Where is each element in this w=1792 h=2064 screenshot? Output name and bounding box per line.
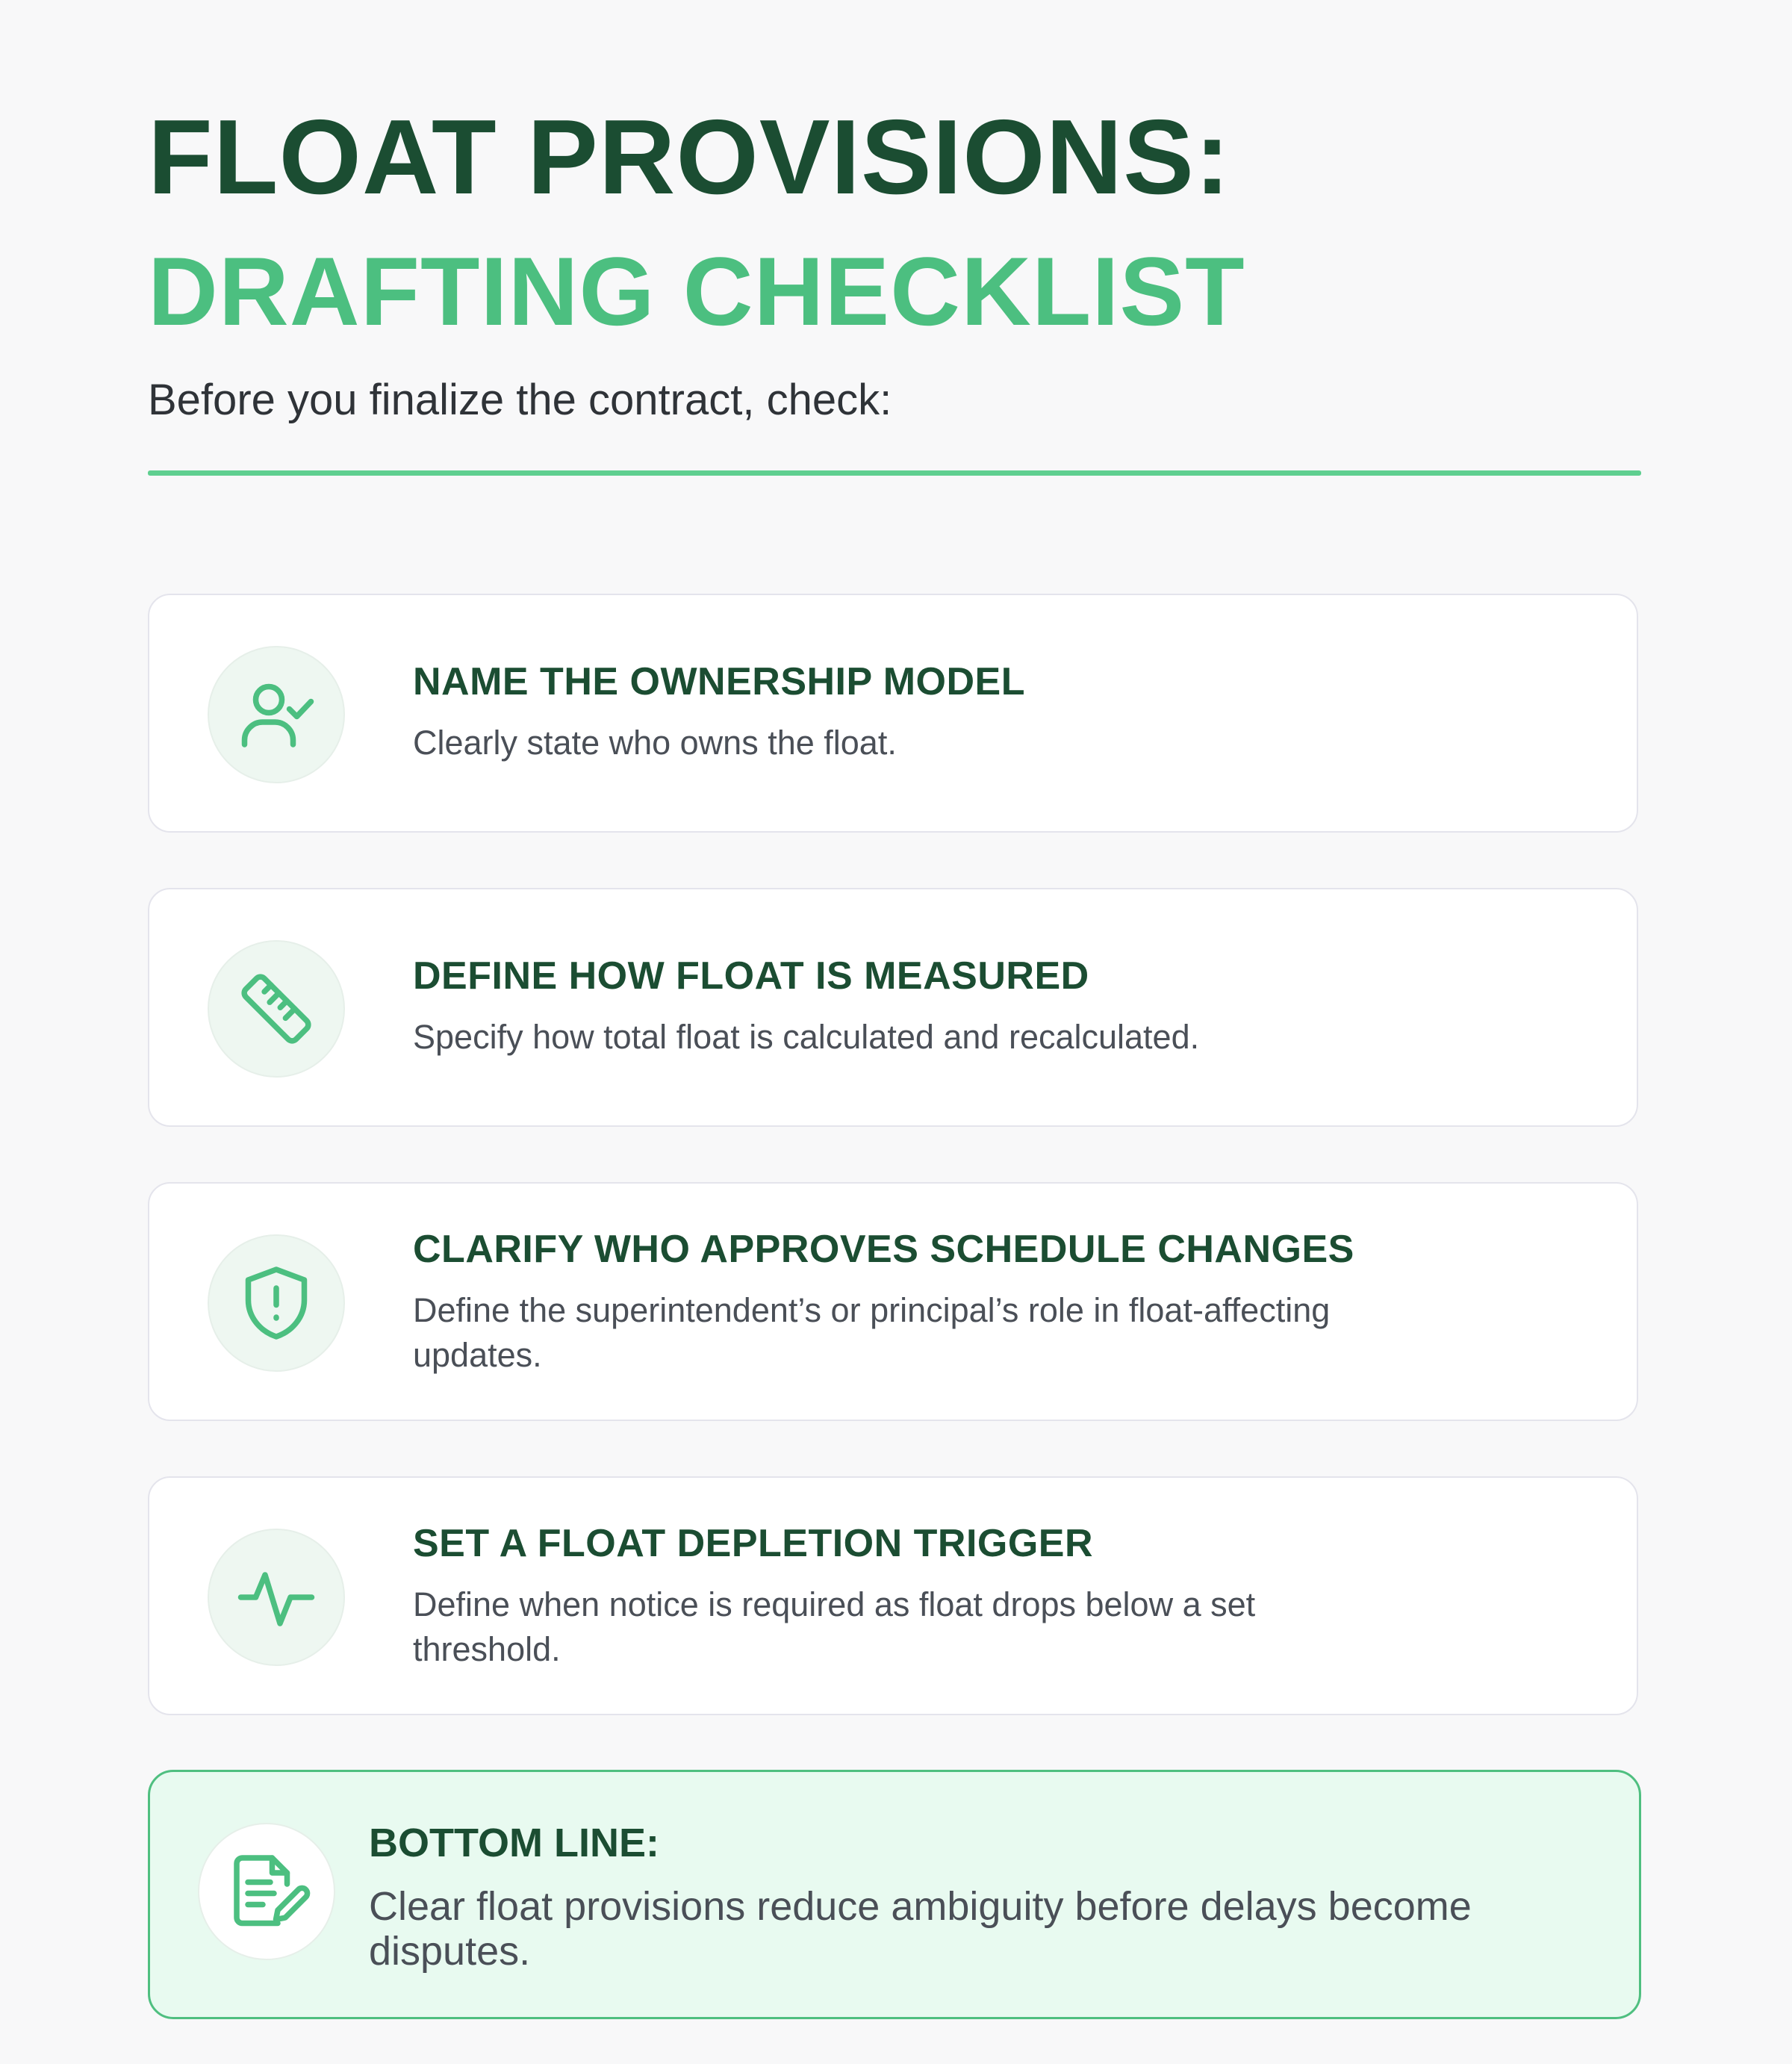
bottom-line-callout — [148, 1770, 1641, 2019]
checklist-item-title: CLARIFY WHO APPROVES SCHEDULE CHANGES — [413, 1228, 1354, 1271]
checklist-item-float-measurement — [148, 888, 1638, 1127]
shield-alert-icon — [231, 1258, 321, 1348]
document-edit-icon — [222, 1847, 311, 1936]
checklist-item-description: Define when notice is required as float drops below a set threshold. — [413, 1585, 1256, 1668]
header-divider — [148, 470, 1641, 476]
page-subtitle-heading: DRAFTING CHECKLIST — [148, 237, 1245, 346]
icon-badge — [208, 1529, 345, 1666]
checklist-item-title: SET A FLOAT DEPLETION TRIGGER — [413, 1522, 1094, 1565]
checklist-item-description: Define the superintendent’s or principal’s role in float-affecting updates. — [413, 1291, 1331, 1374]
page-title: FLOAT PROVISIONS: — [148, 98, 1231, 217]
checklist-item-description: Specify how total float is calculated and recalculated. — [413, 1018, 1200, 1056]
checklist-item-schedule-approval — [148, 1182, 1638, 1421]
pulse-icon — [231, 1552, 321, 1642]
checklist-item-depletion-trigger — [148, 1476, 1638, 1715]
checklist-item-ownership-model — [148, 594, 1638, 833]
user-check-icon — [231, 670, 321, 759]
icon-badge — [208, 940, 345, 1078]
icon-badge — [198, 1823, 335, 1960]
ruler-icon — [231, 964, 321, 1054]
icon-badge — [208, 1234, 345, 1372]
checklist-item-title: NAME THE OWNERSHIP MODEL — [413, 660, 1025, 703]
bottom-line-title: BOTTOM LINE: — [369, 1821, 659, 1865]
bottom-line-text: Clear float provisions reduce ambiguity before delays become disputes. — [369, 1884, 1472, 1974]
checklist-item-description: Clearly state who owns the float. — [413, 724, 897, 762]
icon-badge — [208, 646, 345, 783]
intro-text: Before you finalize the contract, check: — [148, 376, 892, 424]
checklist-item-title: DEFINE HOW FLOAT IS MEASURED — [413, 954, 1089, 998]
